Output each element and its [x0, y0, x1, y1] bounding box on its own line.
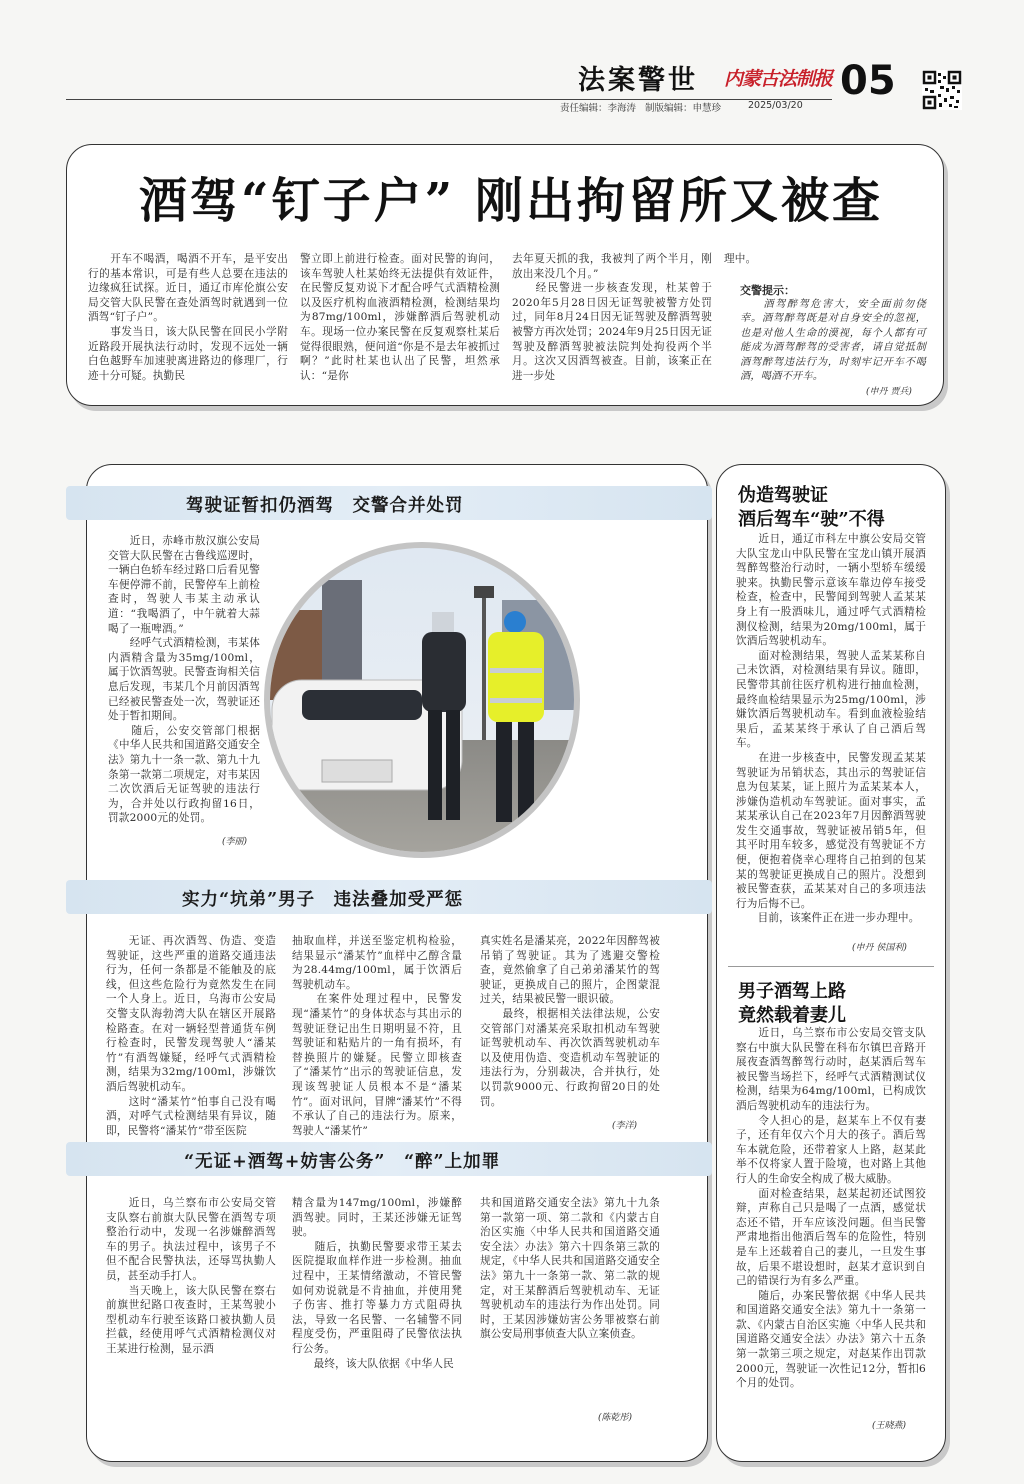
story3-col-3: 共和国道路交通安全法》第九十九条第一款第一项、第二款和《内蒙古自治区实施〈中华人民共和国道路交通安全法〉办法》第六十四条第三款的规定，《中华人民共和国道路交通安全法》第九十一条第一款、第二款的规定，对王某醉酒后驾驶机动车、无证驾驶机动车的违法行为作出处罚。同时，王某因涉嫌妨害公务罪被察右前旗公安局刑事侦查大队立案侦查。: [480, 1197, 660, 1341]
lead-headline: 酒驾“钉子户” 刚出拘留所又被查: [139, 173, 883, 229]
qr-code-icon: [922, 70, 962, 110]
side2-signature: (王晓燕): [872, 1421, 907, 1431]
story2-col-2: 抽取血样，并送至鉴定机构检验，结果显示“潘某竹”血样中乙醇含量为28.44mg/100ml，属于饮酒后驾驶机动车。 在案件处理过程中，民警发现“潘某竹”的身体状态与其出示的驾驶证登记出生日期明显不符，且驾驶证和粘贴片的一角有损坏，有替换照片的嫌疑。民警立即核查了“潘某竹”出示的驾驶证信息，发现该驾驶证人员根本不是“潘某竹”。面对讯问，冒牌“潘某竹”不得不承认了自己的违法行为。原来，驾驶人“潘某竹”: [292, 935, 462, 1137]
page-number: 05: [840, 58, 896, 104]
side1-text: 近日，通辽市科左中旗公安局交管大队宝龙山中队民警在宝龙山镇开展酒驾醉驾整治行动时，一辆小型轿车缓缓驶来。执勤民警示意该车靠边停车接受检查，检查中，民警闻到驾驶人孟某某身上有一股酒味儿，通过呼气式酒精检测仪检测，结果为20mg/100ml，属于饮酒后驾驶机动车。 面对检测结果，驾驶人孟某某称自己未饮酒，对检测结果有异议。随即，民警带其前往医疗机构进行抽血检测，最终血检结果显示为25mg/100ml，涉嫌饮酒后驾驶机动车。看到血液检验结果后，孟某某终于承认了自己酒后驾车。 在进一步核查中，民警发现孟某某驾驶证为吊销状态，其出示的驾驶证信息为包某某，证上照片为孟某某本人，涉嫌伪造机动车驾驶证。面对事实，孟某某承认自己在2023年7月因醉酒驾驶发生交通事故，驾驶证被吊销5年，但其平时用车较多，感觉没有驾驶证不方便，便抱着侥幸心理将自己拍到的包某某的驾驶证更换成自己的照片。没想到被民警查获，孟某某对自己的多项违法行为后悔不已。 目前，该案件正在进一步办理中。: [736, 533, 926, 925]
section-title: 法案警世: [578, 65, 698, 96]
story1-text: 近日，赤峰市敖汉旗公安局交管大队民警在古鲁线巡逻时，一辆白色轿车经过路口后看见警车便停滞不前，民警停车上前检查时，驾驶人韦某主动承认道：“我喝酒了，中午就着大蒜喝了一瓶啤酒。” 经呼气式酒精检测，韦某体内酒精含量为35mg/100ml，属于饮酒驾驶。民警查询相关信息后发现，韦某几个月前因酒驾已经被民警查处一次，驾驶证还处于暂扣期间。 随后，公安交管部门根据《中华人民共和国道路交通安全法》第九十一条一款、第九十九条第一款第二项规定，对韦某因二次饮酒后无证驾驶的违法行为，合并处以行政拘留16日，罚款2000元的处罚。: [108, 535, 260, 825]
story1-signature: (李丽): [222, 837, 248, 847]
story3-signature: (陈乾彤): [598, 1413, 633, 1423]
masthead: [0, 0, 1024, 130]
story1-title: 驾驶证暂扣仍酒驾 交警合并处罚: [186, 496, 464, 516]
editors-line: 责任编辑：李海涛 制版编辑：申慧珍: [560, 103, 722, 114]
story3-title: “无证+酒驾+妨害公务” “醉”上加罪: [184, 1152, 501, 1172]
tip-title: 交警提示：: [740, 284, 795, 297]
story3-title-band: [66, 1142, 712, 1176]
side1-signature: (申丹 侯国利): [852, 943, 907, 953]
paper-logo: 内蒙古法制报: [724, 68, 833, 90]
lead-col-2: 警立即上前进行检查。面对民警的询问，该车驾驶人杜某始终无法提供有效证件，在民警反复劝说下才配合呼气式酒精检测以及医疗机构血液酒精检测，检测结果均为87mg/100ml，涉嫌醉酒后驾驶机动车。现场一位办案民警在反复观察杜某后觉得很眼熟，便问道“你是不是去年被抓过啊？”此时杜某也认出了民警，坦然承认：“是你: [300, 253, 500, 382]
side2-text: 近日，乌兰察布市公安局交管支队察右中旗大队民警在科布尔镇巴音路开展夜查酒驾醉驾行动时，赵某酒后驾车被民警当场拦下，经呼气式酒精测试仪检测，结果为64mg/100ml，已构成饮酒后驾驶机动车的违法行为。 令人担心的是，赵某车上不仅有妻子，还有年仅六个月大的孩子。酒后驾车本就危险，还带着家人上路，赵某此举不仅将家人置于险境，也对路上其他行人的生命安全构成了极大威胁。 面对检查结果，赵某起初还试图狡辩，声称自己只是喝了一点酒，感觉状态还不错，开车应该没问题。但当民警严肃地指出他酒后驾车的危险性，特别是车上还载着自己的妻儿，一旦发生事故，后果不堪设想时，赵某才意识到自己的错误行为有多么严重。 随后，办案民警依据《中华人民共和国道路交通安全法》第九十一条第一款、《内蒙古自治区实施〈中华人民共和国道路交通安全法〉办法》第六十五条第一款第三项之规定，对赵某作出罚款2000元，驾驶证一次性记12分，暂扣6个月的处罚。: [736, 1027, 926, 1390]
lead-col-4: 理中。: [724, 253, 757, 265]
story3-col-1: 近日，乌兰察布市公安局交管支队察右前旗大队民警在酒驾专项整治行动中，发现一名涉嫌醉酒驾车的男子。执法过程中，该男子不但不配合民警执法，还辱骂执勤人员，甚至动手打人。 当天晚上，该大队民警在察右前旗世纪路口夜查时，王某驾驶小型机动车行驶至该路口被执勤人员拦截，经使用呼气式酒精检测仪对王某进行检测，显示酒: [106, 1197, 276, 1355]
story2-col-1: 无证、再次酒驾、伪造、变造驾驶证，这些严重的道路交通违法行为，任何一条都是不能触及的底线，但这些危险行为竟然发生在同一个人身上。近日，乌海市公安局交警支队海勃湾大队在辖区开展路检路查。在对一辆轻型普通货车例行检查时，民警发现驾驶人“潘某竹”有酒驾嫌疑，经呼气式酒精检测，结果为32mg/100ml，涉嫌饮酒后驾驶机动车。 这时“潘某竹”怕事自己没有喝酒，对呼气式检测结果有异议，随即，民警将“潘某竹”带至医院: [106, 935, 276, 1137]
sidebar-divider: [728, 966, 934, 967]
story1-title-band: [66, 486, 712, 520]
side2-title: 男子酒驾上路 竟然载着妻儿: [738, 981, 846, 1026]
issue-date: 2025/03/20: [748, 100, 803, 111]
story2-col-3: 真实姓名是潘某亮，2022年因醉驾被吊销了驾驶证。其为了逃避交警检查，竟然偷拿了自己弟弟潘某竹的驾驶证，更换成自己的照片，企图蒙混过关，结果被民警一眼识破。 最终，根据相关法律法规，公安交管部门对潘某亮采取扣机动车驾驶证驾驶机动车、再次饮酒驾驶机动车以及使用伪造、变造机动车驾驶证的违法行为，分别裁决，合并执行，处以罚款9000元、行政拘留20日的处罚。: [480, 935, 660, 1108]
story2-title-band: [66, 880, 712, 914]
lead-col-3: 去年夏天抓的我，我被判了两个半月，刚放出来没几个月。” 经民警进一步核查发现，杜某曾于2020年5月28日因无证驾驶被警方处罚过，同年8月24日因无证驾驶及醉酒驾驶被警方再次处罚；2024年9月25日因无证驾驶及醉酒驾驶被法院判处拘役两个半月。这次又因酒驾被查。目前，该案正在进一步处: [512, 253, 712, 382]
story2-signature: (李洋): [612, 1121, 638, 1131]
tip-body: 酒驾醉驾危害大，安全面前勿侥幸。酒驾醉驾既是对自身安全的忽视，也是对他人生命的漠视，每个人都有可能成为酒驾醉驾的受害者，请自觉抵制酒驾醉驾违法行为，时刻牢记开车不喝酒，喝酒不开车。: [740, 299, 926, 383]
story3-col-2: 精含量为147mg/100ml，涉嫌醉酒驾驶。同时，王某还涉嫌无证驾驶。 随后，执勤民警要求带王某去医院提取血样作进一步检测。抽血过程中，王某情绪激动，不管民警如何劝说就是不肯抽血，并使用凳子伤害、推打等暴力方式阻碍执法，导致一名民警、一名辅警不同程度受伤，严重阻碍了民警依法执行公务。 最终，该大队依据《中华人民: [292, 1197, 462, 1370]
lead-col-1: 开车不喝酒，喝酒不开车，是平安出行的基本常识，可是有些人总要在违法的边缘疯狂试探。近日，通辽市库伦旗公安局交管大队民警在查处酒驾时就遇到一位酒驾“钉子户”。 事发当日，该大队民警在回民小学附近路段开展执法行动时，发现不远处一辆白色越野车加速驶离进路边的修理厂，行迹十分可疑。执勤民: [88, 253, 288, 382]
story2-title: 实力“坑弟”男子 违法叠加受严惩: [182, 890, 464, 910]
side1-title: 伪造驾驶证 酒后驾车“驶”不得: [738, 485, 885, 530]
traffic-stop-photo: [262, 540, 582, 860]
tip-signature: (申丹 贾兵): [866, 387, 912, 397]
